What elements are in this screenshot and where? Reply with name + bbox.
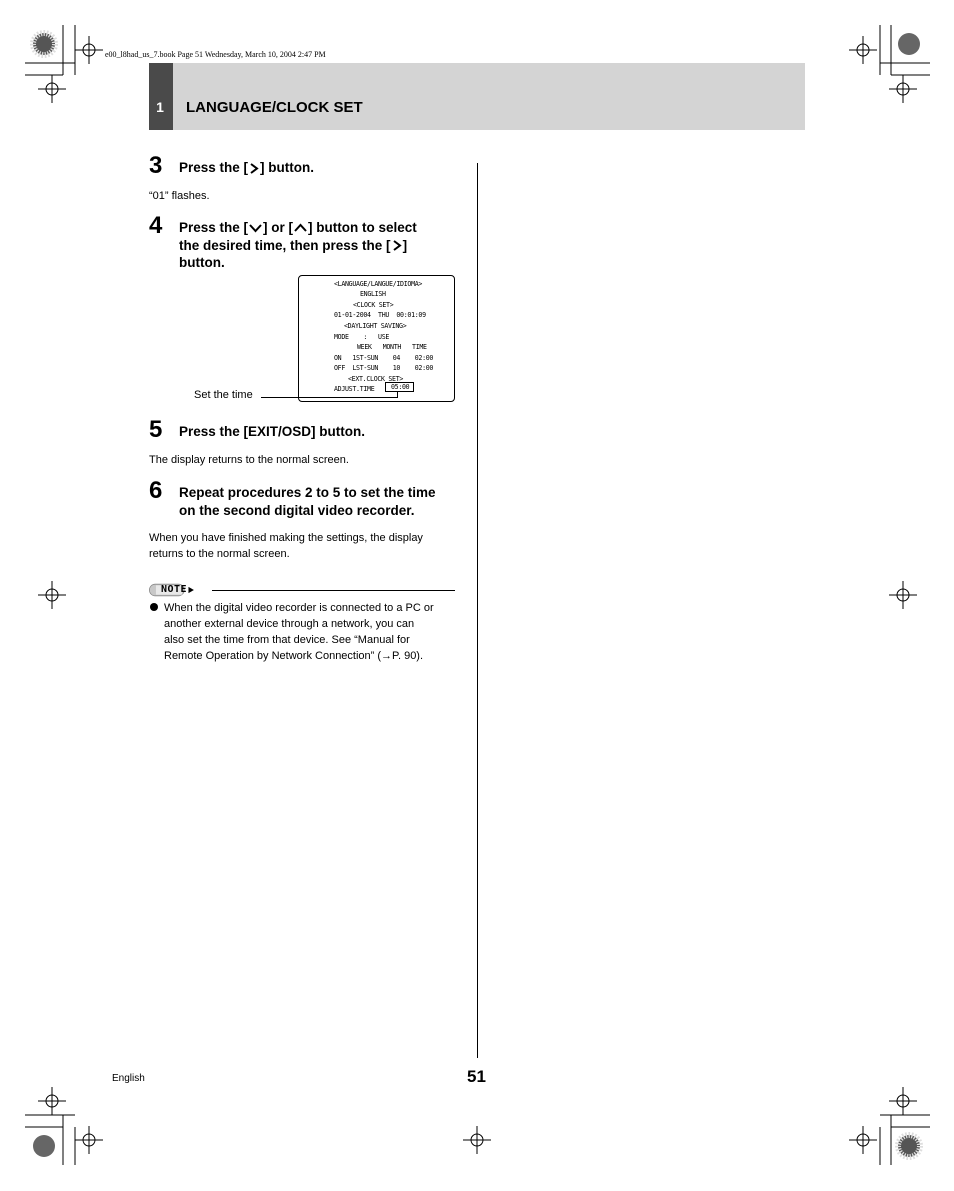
up-arrow-icon xyxy=(294,223,307,233)
header-number-box xyxy=(149,63,173,130)
callout-leader-tick xyxy=(397,392,398,398)
osd-line: MODE : USE xyxy=(334,333,390,341)
step-5-instruction: Press the [EXIT/OSD] button. xyxy=(179,424,366,439)
osd-screen xyxy=(298,275,455,402)
osd-line: OFF LST-SUN 10 02:00 xyxy=(334,364,434,372)
osd-line: <EXT.CLOCK SET> xyxy=(348,375,404,383)
callout-leader-line xyxy=(261,397,398,398)
osd-selected-value: 05:00 xyxy=(391,383,410,391)
osd-line: WEEK MONTH TIME xyxy=(357,343,427,351)
header-number: 1 xyxy=(156,99,164,115)
step-6-result: When you have finished making the settings, the display returns to the normal screen. xyxy=(149,532,423,560)
step-4-number: 4 xyxy=(149,212,163,239)
step-3-number: 3 xyxy=(149,152,163,179)
down-arrow-icon xyxy=(249,223,262,233)
osd-line: <DAYLIGHT SAVING> xyxy=(344,322,407,330)
bullet-icon xyxy=(150,603,158,611)
osd-line: <LANGUAGE/LANGUE/IDIOMA> xyxy=(334,280,423,288)
step-5-result: The display returns to the normal screen. xyxy=(149,454,349,466)
right-arrow-icon xyxy=(392,240,402,251)
osd-selected-time xyxy=(385,382,414,392)
step-4-instruction: Press the [ ] or [ ] button to select the desired time, then press the [ ] button. xyxy=(179,220,417,270)
footer-language: English xyxy=(112,1073,145,1084)
header-bar xyxy=(149,63,805,130)
osd-line: 01-01-2004 THU 00:01:09 xyxy=(334,311,426,319)
note-rule xyxy=(212,590,455,591)
page-number: 51 xyxy=(467,1067,486,1086)
callout-set-the-time: Set the time xyxy=(194,389,253,401)
right-arrow-icon xyxy=(249,163,259,174)
osd-line: ADJUST.TIME xyxy=(334,385,375,393)
step-5-number: 5 xyxy=(149,416,163,443)
print-info: e00_l8had_us_7.book Page 51 Wednesday, March 10, 2004 2:47 PM xyxy=(105,50,326,59)
step-6-instruction: Repeat procedures 2 to 5 to set the time on the second digital video recorder. xyxy=(179,485,436,518)
step-3-instruction: Press the [ ] button. xyxy=(179,160,315,175)
osd-line: ENGLISH xyxy=(360,290,386,298)
step-6-number: 6 xyxy=(149,477,163,504)
page-title: LANGUAGE/CLOCK SET xyxy=(186,99,363,116)
osd-line: ON 1ST-SUN 04 02:00 xyxy=(334,354,434,362)
osd-line: <CLOCK SET> xyxy=(353,301,394,309)
note-text: When the digital video recorder is connected to a PC or another external device through a network, you can also set the time from that device. See “Manual for Remote Operation by Network Connection” (→P. 90). xyxy=(164,602,434,662)
column-divider xyxy=(477,163,478,1058)
note-label: NOTE xyxy=(161,584,188,595)
step-3-result: “01” flashes. xyxy=(149,190,210,202)
